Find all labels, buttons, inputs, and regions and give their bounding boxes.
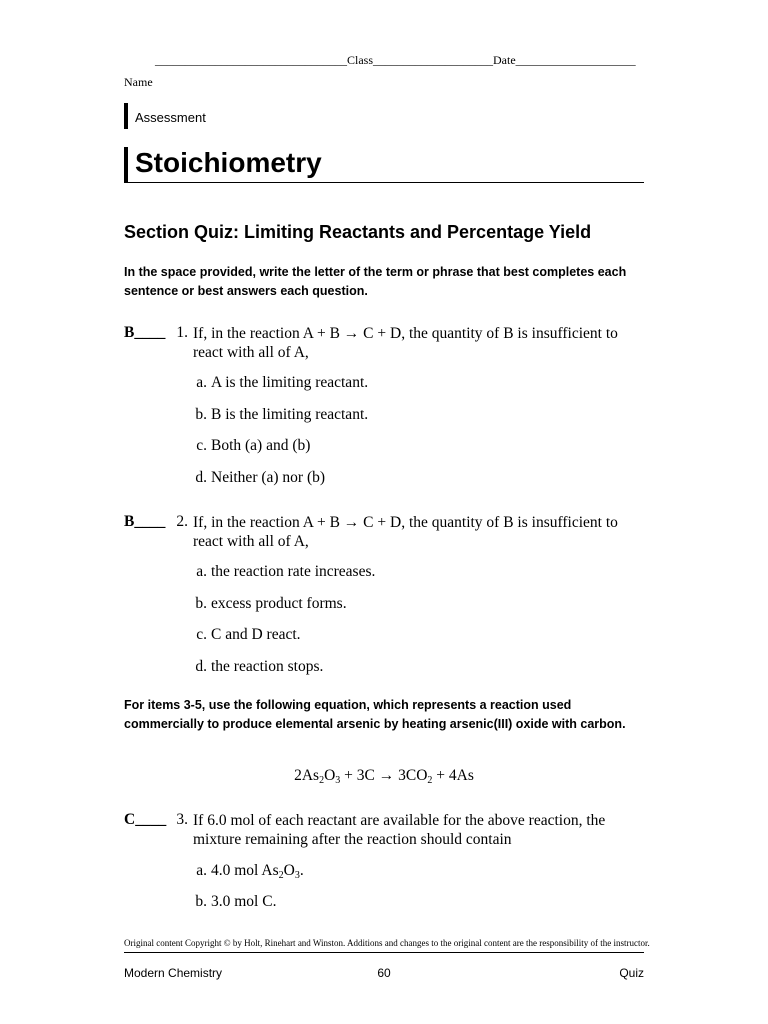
date-blank: ____________________ — [515, 53, 636, 67]
equation-part: 2As — [294, 767, 320, 784]
option-text: Both (a) and (b) — [211, 437, 311, 454]
option-letter: d. — [195, 658, 207, 675]
page-number: 60 — [377, 966, 391, 980]
option-1d — [0, 469, 768, 489]
option-2b — [0, 595, 768, 615]
option-subscript: 3 — [294, 870, 300, 881]
option-letter: b. — [195, 893, 207, 910]
name-blank: ________________________________ — [155, 53, 347, 67]
option-text — [211, 862, 304, 880]
question-stem-1: If, in the reaction A + B → C + D, the quantity of B is insufficient to react with all of A, — [193, 325, 618, 361]
answer-blank-2: B____ — [124, 513, 166, 530]
option-text: C and D react. — [211, 626, 301, 643]
option-text-part: O — [283, 862, 295, 879]
option-letter: a. — [196, 374, 207, 391]
option-text: A is the limiting reactant. — [211, 374, 369, 391]
option-letter: c. — [196, 626, 207, 643]
equation-instructions: For items 3-5, use the following equation, which represents a reaction used commercially to produce elemental arsenic by heating arsenic(III) oxide with carbon. — [124, 698, 626, 731]
chemical-equation — [124, 767, 644, 785]
question-number-3: 3. — [176, 811, 188, 828]
option-1a — [0, 374, 768, 394]
option-text: Neither (a) nor (b) — [211, 469, 326, 486]
option-1c — [0, 437, 768, 457]
header-fields — [155, 53, 645, 68]
answer-blank-3: C____ — [124, 811, 167, 828]
option-3a — [0, 862, 768, 882]
option-text-part: . — [299, 862, 304, 879]
option-letter: a. — [196, 862, 207, 879]
option-text: the reaction stops. — [211, 658, 324, 675]
option-subscript: 2 — [278, 870, 284, 881]
option-letter: c. — [196, 437, 207, 454]
option-text: the reaction rate increases. — [211, 563, 376, 580]
title-block — [124, 147, 644, 183]
option-text: B is the limiting reactant. — [211, 406, 369, 423]
option-letter: b. — [195, 406, 207, 423]
date-label: Date — [493, 53, 516, 67]
option-3b — [0, 893, 768, 913]
question-stem-3: If 6.0 mol of each reactant are available for the above reaction, the mixture remaining after the reaction should contain — [193, 812, 606, 848]
question-number-2: 2. — [176, 513, 188, 530]
class-label: Class — [347, 53, 374, 67]
option-text-part: 4.0 mol As — [211, 862, 279, 879]
equation-subscript: 2 — [319, 775, 325, 786]
footer-divider — [124, 952, 644, 953]
option-text: excess product forms. — [211, 595, 347, 612]
class-blank: ____________________ — [373, 53, 494, 67]
equation-part: O — [324, 767, 336, 784]
equation-subscript: 3 — [335, 775, 341, 786]
option-2c — [0, 626, 768, 646]
question-stem-2: If, in the reaction A + B → C + D, the quantity of B is insufficient to react with all of A, — [193, 514, 618, 550]
option-1b — [0, 406, 768, 426]
question-number-1: 1. — [176, 324, 188, 341]
title-bar — [124, 147, 128, 183]
option-letter: d. — [195, 469, 207, 486]
equation-part: + 4As — [432, 767, 474, 784]
instructions: In the space provided, write the letter of the term or phrase that best completes each sentence or best answers each question. — [124, 265, 627, 298]
page-title: Stoichiometry — [135, 147, 322, 178]
assessment-label: Assessment — [124, 103, 206, 129]
option-letter: b. — [195, 595, 207, 612]
option-2a — [0, 563, 768, 583]
option-2d — [0, 658, 768, 678]
footer-book-title: Modern Chemistry — [124, 966, 223, 980]
equation-part: + 3C → 3CO — [340, 767, 428, 784]
option-text: 3.0 mol C. — [211, 893, 277, 910]
footer-doc-type: Quiz — [619, 966, 644, 980]
option-letter: a. — [196, 563, 207, 580]
section-title: Section Quiz: Limiting Reactants and Percentage Yield — [124, 222, 592, 242]
name-label: Name — [124, 75, 153, 89]
copyright-notice: Original content Copyright © by Holt, Rinehart and Winston. Additions and changes to the original content are the responsibility of the instructor. — [124, 938, 650, 948]
equation-subscript: 2 — [427, 775, 433, 786]
answer-blank-1: B____ — [124, 324, 166, 341]
